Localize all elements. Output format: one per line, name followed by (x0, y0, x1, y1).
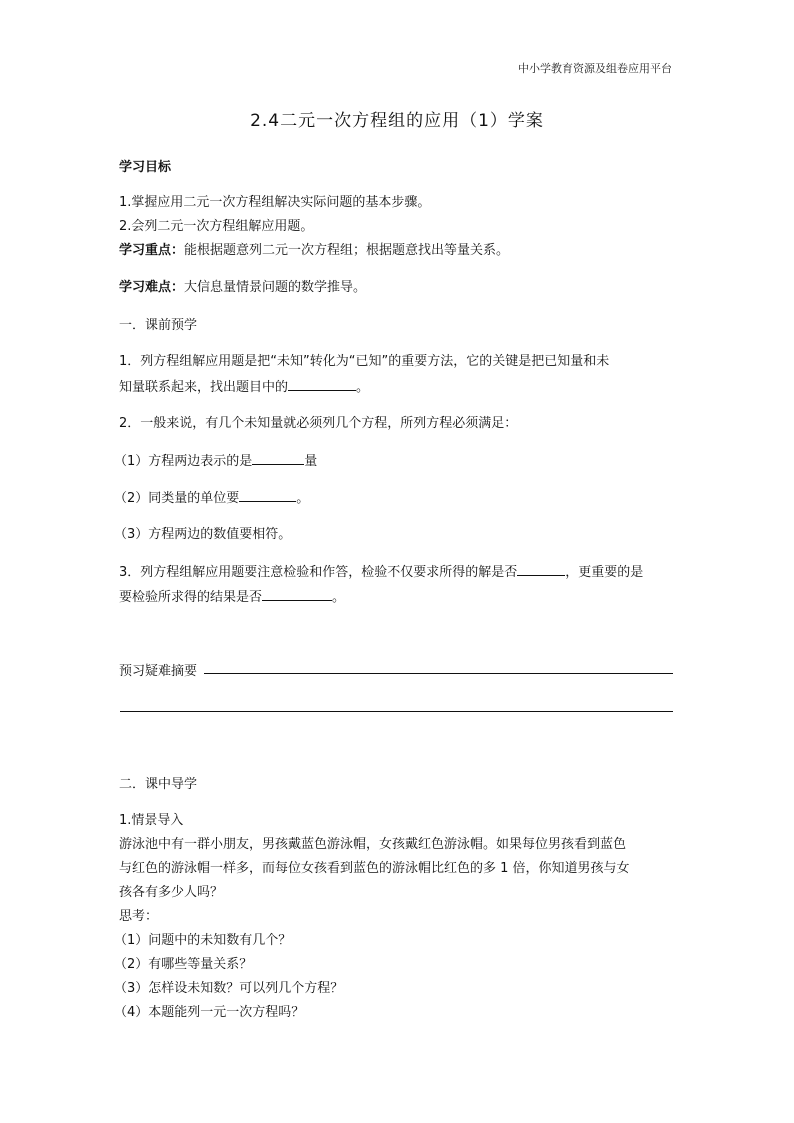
story-line: 孩各有多少人吗？ (119, 885, 224, 900)
answer-blank[interactable] (262, 587, 332, 601)
summary-label: 预习疑难摘要 (119, 664, 198, 679)
difficulty-label: 学习难点： (119, 280, 185, 295)
q3-end: 。 (332, 590, 346, 605)
q3-text: 3．列方程组解应用题要注意检验和作答，检验不仅要求所得的解是否 (119, 565, 518, 580)
difficulty-line (119, 276, 366, 295)
q2-b (114, 487, 309, 506)
q2-a-end: 量 (304, 454, 318, 469)
q1-end: 。 (356, 380, 370, 395)
section2-heading: 二．课中导学 (119, 777, 198, 792)
summary-line[interactable] (204, 673, 673, 674)
answer-blank[interactable] (288, 377, 356, 391)
goals-heading: 学习目标 (119, 160, 172, 175)
story-line: 与红色的游泳帽一样多，而每位女孩看到蓝色的游泳帽比红色的多 1 倍，你知道男孩与女 (119, 861, 630, 876)
q3-line2 (119, 586, 345, 605)
q2-text: 2．一般来说，有几个未知量就必须列几个方程，所列方程必须满足： (119, 416, 518, 431)
q1-line1: 1．列方程组解应用题是把“未知”转化为“已知”的重要方法，它的关键是把已知量和未 (119, 354, 610, 369)
think-label: 思考： (119, 909, 159, 924)
q3-mid: ，更重要的是 (565, 565, 644, 580)
q2-b-end: 。 (296, 491, 310, 506)
q2-b-text: （2）同类量的单位要 (114, 491, 240, 506)
think-question: （1）问题中的未知数有几个？ (114, 933, 292, 948)
q3-line1 (119, 561, 643, 580)
q2-c: （3）方程两边的数值要相符。 (114, 527, 292, 542)
q2-a-text: （1）方程两边表示的是 (114, 454, 253, 469)
think-question: （4）本题能列一元一次方程吗？ (114, 1005, 305, 1020)
answer-blank[interactable] (252, 451, 304, 465)
page-header: 中小学教育资源及组卷应用平台 (518, 62, 672, 75)
q1-line2 (119, 376, 369, 395)
section1-heading: 一．课前预学 (119, 318, 198, 333)
answer-blank[interactable] (239, 488, 296, 502)
q2-a (114, 450, 317, 469)
q3-text2: 要检验所求得的结果是否 (119, 590, 263, 605)
difficulty-text: 大信息量情景问题的数学推导。 (184, 280, 367, 295)
summary-line[interactable] (120, 711, 673, 712)
q1-text: 知量联系起来，找出题目中的 (119, 380, 289, 395)
focus-text: 能根据题意列二元一次方程组；根据题意找出等量关系。 (184, 243, 510, 258)
think-question: （3）怎样设未知数？可以列几个方程？ (114, 981, 344, 996)
think-question: （2）有哪些等量关系？ (114, 957, 253, 972)
document-title: 2.4二元一次方程组的应用（1）学案 (250, 111, 544, 131)
story-line: 游泳池中有一群小朋友，男孩戴蓝色游泳帽，女孩戴红色游泳帽。如果每位男孩看到蓝色 (119, 837, 627, 852)
focus-line (119, 239, 509, 258)
goal-item: 2.会列二元一次方程组解应用题。 (119, 219, 314, 234)
subsection-heading: 1.情景导入 (119, 813, 184, 828)
answer-blank[interactable] (517, 562, 565, 576)
goal-item: 1.掌握应用二元一次方程组解决实际问题的基本步骤。 (119, 195, 431, 210)
focus-label: 学习重点： (119, 243, 185, 258)
